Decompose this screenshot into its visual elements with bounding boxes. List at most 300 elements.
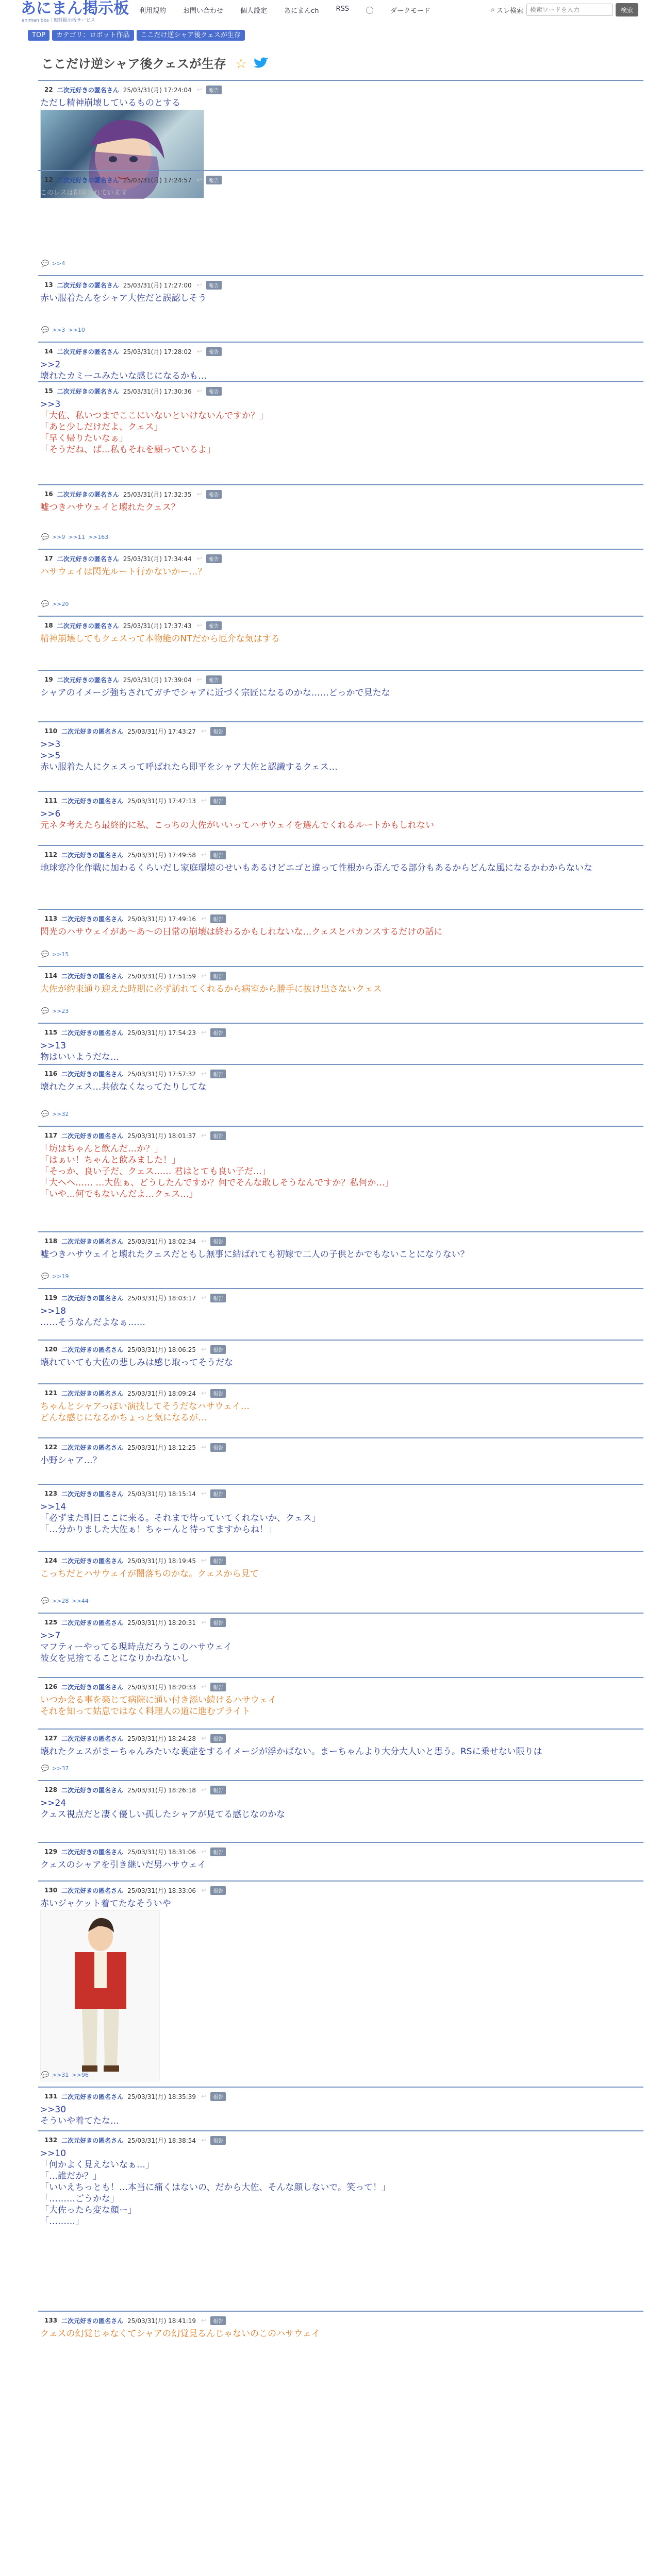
reply-icon[interactable]: ↩ [196,176,202,183]
report-button[interactable]: 報告 [206,176,222,184]
header-nav [139,5,464,15]
post-number[interactable]: 15 [44,387,53,395]
anchor-link[interactable]: >>3 [40,399,61,410]
post-date: 25/03/31(月) 17:24:04 [123,86,192,94]
post [38,275,643,333]
post-header [44,1292,643,1303]
reply-ref-link[interactable]: >>23 [52,1007,69,1014]
dark-mode-label: ダークモード [390,7,431,15]
speech-bubble-icon: 💬 [41,951,49,958]
post-body [40,1249,643,1260]
reply-icon[interactable]: ↩ [196,281,202,289]
report-button[interactable]: 報告 [210,1070,226,1078]
report-button[interactable]: 報告 [210,727,226,736]
report-button[interactable]: 報告 [206,86,222,94]
reply-ref-link[interactable]: >>9 [52,533,65,540]
reply-ref-link[interactable]: >>163 [88,533,109,540]
post-text-line: 物はいいようだな… [40,1052,119,1062]
post-number[interactable]: 114 [44,972,58,979]
report-button[interactable]: 報告 [206,675,222,684]
reply-ref-link[interactable]: >>32 [52,1110,69,1117]
report-button[interactable]: 報告 [210,1294,226,1302]
post-date: 25/03/31(月) 18:35:39 [127,2093,196,2100]
post-header [44,1885,643,1896]
post-date: 25/03/31(月) 17:24:57 [123,176,192,184]
post-text-line: 「いや…何でもないんだよ…クェス…」 [40,1189,198,1199]
reply-icon[interactable]: ↩ [201,1619,207,1626]
report-button[interactable]: 報告 [206,281,222,290]
reply-icon[interactable]: ↩ [201,1444,207,1451]
post-text-line: 壊れたクェス…共依なくなってたりしてな [40,1082,207,1092]
post-body [40,2328,643,2340]
post-number[interactable]: 117 [44,1132,58,1139]
post-number[interactable]: 123 [44,1490,58,1497]
post-body [40,1746,643,1757]
post-text-line: 大佐が約束通り迎えた時期に必ず訪れてくれるから病室から勝手に抜け出さないクェス [40,984,382,994]
reply-refs [41,260,68,267]
report-button[interactable]: 報告 [210,1786,226,1794]
reply-ref-link[interactable]: >>10 [68,326,85,333]
post-text-line: 精神崩壊してもクェスって本物能のNTだから厄介な気はする [40,634,280,644]
post-date: 25/03/31(月) 17:28:02 [123,348,192,355]
post-number[interactable]: 129 [44,1848,58,1855]
post-date: 25/03/31(月) 17:57:32 [127,1070,196,1078]
post-date: 25/03/31(月) 18:15:14 [127,1490,196,1498]
post-number[interactable]: 116 [44,1070,58,1077]
reply-icon[interactable]: ↩ [201,1887,207,1894]
post-date: 25/03/31(月) 18:20:31 [127,1619,196,1626]
post [38,170,643,267]
post-text-line: 壊れたクェスがまーちゃんみたいな裏症をするイメージが浮かばない。まーちゃんより大分大人いと思う。RSに乗せない限りは [40,1747,542,1757]
post-number[interactable]: 118 [44,1238,58,1245]
post-author: 二次元好きの匿名さん [57,490,119,498]
post-author: 二次元好きの匿名さん [61,972,124,980]
post-text-line: 「…誰だか？」 [40,2171,102,2181]
reply-icon[interactable]: ↩ [196,622,202,629]
post-date: 25/03/31(月) 17:30:36 [123,387,192,395]
post-number[interactable]: 115 [44,1029,58,1036]
post-text-line: このレスは削除されています [40,189,127,197]
post-author: 二次元好きの匿名さん [57,176,119,184]
report-button[interactable]: 報告 [210,914,226,923]
speech-bubble-icon: 💬 [41,326,49,333]
report-button[interactable]: 報告 [210,1489,226,1498]
report-button[interactable]: 報告 [210,1345,226,1354]
reply-icon[interactable]: ↩ [201,1132,207,1139]
reply-ref-link[interactable]: >>37 [52,1765,69,1772]
post-text-line: 「…分かりました大佐ぁ！ちゃーんと待ってますからね！」 [40,1524,277,1535]
nav-animanch[interactable]: あにまんch [284,7,319,15]
post [38,1126,643,1200]
reply-ref-link[interactable]: >>3 [52,326,65,333]
post-text-line: それを知って姑息ではなく料理人の道に進むブライト [40,1706,251,1717]
post-author: 二次元好きの匿名さん [61,851,124,859]
reply-icon[interactable]: ↩ [201,1557,207,1564]
post-date: 25/03/31(月) 17:43:27 [127,727,196,735]
report-button[interactable]: 報告 [210,796,226,805]
speech-bubble-icon: 💬 [41,600,49,607]
reply-icon[interactable]: ↩ [196,348,202,355]
post-image[interactable] [40,1910,160,2081]
report-button[interactable]: 報告 [206,490,222,499]
report-button[interactable]: 報告 [210,1556,226,1565]
post-text-line: 「………ごうかな」 [40,2194,119,2204]
anchor-link[interactable]: >>24 [40,1798,67,1808]
reply-icon[interactable]: ↩ [201,1848,207,1855]
speech-bubble-icon: 💬 [41,1597,49,1604]
twitter-icon[interactable] [254,57,268,72]
post-author: 二次元好きの匿名さん [57,86,119,94]
post-date: 25/03/31(月) 17:37:43 [123,622,192,630]
report-button[interactable]: 報告 [210,1886,226,1895]
post-date: 25/03/31(月) 18:03:17 [127,1294,196,1302]
post-header [44,970,643,981]
anchor-link[interactable]: >>2 [40,360,61,370]
post-number[interactable]: 125 [44,1619,58,1626]
report-button[interactable]: 報告 [210,1848,226,1856]
post-header [44,385,643,397]
post [38,909,643,958]
post [38,1484,643,1535]
reply-ref-link[interactable]: >>31 [52,2071,69,2078]
post [38,1551,643,1604]
reply-ref-link[interactable]: >>4 [52,260,65,267]
post-date: 25/03/31(月) 18:26:18 [127,1786,196,1794]
reply-ref-link[interactable]: >>20 [52,600,69,607]
search-button[interactable]: 検索 [616,3,638,16]
report-button[interactable]: 報告 [206,554,222,563]
post-date: 25/03/31(月) 17:47:13 [127,797,196,805]
post-body [40,739,643,773]
post-header [44,1068,643,1079]
post-text-line: 「必ずまた明日ここに来る。それまで待っていてくれないか、クェス」 [40,1513,321,1523]
report-button[interactable]: 報告 [210,1389,226,1398]
post [38,1064,643,1117]
post-body [40,1081,643,1093]
anchor-link[interactable]: >>14 [40,1502,67,1512]
reply-icon[interactable]: ↩ [201,1683,207,1690]
reply-refs [41,1273,72,1280]
reply-icon[interactable]: ↩ [201,727,207,735]
post-header [44,1488,643,1499]
reply-icon[interactable]: ↩ [201,972,207,979]
reply-icon[interactable]: ↩ [201,1294,207,1301]
post-body [40,188,643,199]
reply-icon[interactable]: ↩ [201,1490,207,1497]
favorite-star-icon[interactable]: ☆ [235,56,247,72]
post-number[interactable]: 124 [44,1557,58,1564]
post-text-line: どんな感じになるかちょっと気になるが… [40,1413,207,1423]
anchor-link[interactable]: >>13 [40,1041,67,1051]
post-number[interactable]: 16 [44,490,53,498]
reply-icon[interactable]: ↩ [201,851,207,858]
post-author: 二次元好きの匿名さん [61,1848,124,1856]
report-button[interactable]: 報告 [206,387,222,396]
report-button[interactable]: 報告 [210,1237,226,1246]
post-number[interactable]: 14 [44,348,53,355]
post-date: 25/03/31(月) 18:02:34 [127,1238,196,1245]
report-button[interactable]: 報告 [206,621,222,630]
report-button[interactable]: 報告 [210,1683,226,1691]
post-author: 二次元好きの匿名さん [57,622,119,630]
post-header [44,1027,643,1038]
post-date: 25/03/31(月) 18:19:45 [127,1557,196,1565]
reply-icon[interactable]: ↩ [201,1389,207,1397]
post-date: 25/03/31(月) 18:33:06 [127,1887,196,1894]
reply-refs [41,2071,92,2078]
post-body [40,1568,643,1580]
post-body [40,566,643,578]
reply-ref-link[interactable]: >>96 [72,2071,89,2078]
post-number[interactable]: 132 [44,2137,58,2144]
reply-icon[interactable]: ↩ [196,387,202,395]
post-author: 二次元好きの匿名さん [61,2317,124,2325]
report-button[interactable]: 報告 [210,1618,226,1627]
post-number[interactable]: 126 [44,1683,58,1690]
post-author: 二次元好きの匿名さん [61,1132,124,1140]
post-number[interactable]: 120 [44,1346,58,1353]
post-header [44,2134,643,2146]
post-number[interactable]: 122 [44,1444,58,1451]
dark-mode-toggle[interactable] [366,5,447,15]
post-body [40,1401,643,1423]
post-text-line: 「いいえちっとも！…本当に痛くはないの、だから大佐、そんな顔しないで。笑って！」 [40,2182,390,2193]
reply-refs [41,1110,72,1117]
post-number[interactable]: 133 [44,2317,58,2324]
site-logo[interactable]: あにまん掲示板 [21,0,129,18]
report-button[interactable]: 報告 [210,2316,226,2325]
post-body [40,1501,643,1535]
post [38,2311,643,2340]
post-author: 二次元好きの匿名さん [61,1619,124,1626]
post [38,1437,643,1466]
post-body [40,687,643,699]
post-text-line: いつか会る事を楽じて病院に通い付き添い続けるハサウェイ [40,1695,277,1705]
post-number[interactable]: 22 [44,86,53,93]
post [38,1023,643,1063]
reply-icon[interactable]: ↩ [201,1029,207,1036]
anchor-link[interactable]: >>3 [40,739,61,750]
post-header [44,84,643,95]
reply-icon[interactable]: ↩ [196,86,202,93]
post-header [44,1555,643,1566]
post-date: 25/03/31(月) 18:41:19 [127,2317,196,2325]
post-body [40,1798,643,1820]
post-body [40,1630,643,1664]
post-header [44,795,643,806]
anchor-link[interactable]: >>18 [40,1306,67,1316]
post-text-line: 赤いジャケット着てたなそういや [40,1899,171,1909]
post-author: 二次元好きの匿名さん [61,915,124,923]
post-text-line: 閃光のハサウェイがあ〜あ〜の日常の崩壊は終わるかもしれないな…クェスとパカンスするだけの話に [40,927,443,937]
speech-bubble-icon: 💬 [41,1765,49,1772]
post-text-line: ただし精神崩壊しているものとする [40,98,180,108]
post-date: 25/03/31(月) 17:54:23 [127,1029,196,1037]
post-number[interactable]: 119 [44,1294,58,1301]
reply-refs [41,1765,72,1772]
breadcrumb-item[interactable]: TOP [28,30,49,41]
reply-icon[interactable]: ↩ [201,2093,207,2100]
post-header [44,725,643,737]
post-date: 25/03/31(月) 18:20:33 [127,1683,196,1691]
post [38,342,643,382]
post-number[interactable]: 127 [44,1735,58,1742]
post-header [44,346,643,357]
anchor-link[interactable]: >>30 [40,2105,67,2115]
post-text-line: 「何かよく見えないなぁ…」 [40,2160,154,2170]
nav-terms[interactable]: 利用規約 [139,7,167,15]
post-author: 二次元好きの匿名さん [61,727,124,735]
anchor-link[interactable]: >>5 [40,751,61,761]
post-header [44,553,643,564]
post-text-line: クェスの幻覚じゃなくてシャアの幻覚見るんじゃないのこのハサウェイ [40,2329,320,2339]
search-icon: ⌕ [491,6,495,14]
post-number[interactable]: 18 [44,622,53,629]
report-button[interactable]: 報告 [206,347,222,356]
post-number[interactable]: 110 [44,727,58,735]
report-button[interactable]: 報告 [210,1131,226,1140]
post-header [44,1130,643,1141]
reply-icon[interactable]: ↩ [201,2317,207,2324]
nav-rss[interactable]: RSS [336,5,349,13]
reply-icon[interactable]: ↩ [201,2137,207,2144]
post-text-line: 嘘つきハサウェイと壊れたクェスだともし無事に結ばれても初嫁で二人の子供とかでもないことになりない？ [40,1249,469,1260]
post-author: 二次元好きの匿名さん [61,1029,124,1037]
post-author: 二次元好きの匿名さん [61,1887,124,1894]
anchor-link[interactable]: >>7 [40,1631,61,1641]
post-number[interactable]: 19 [44,676,53,683]
post-author: 二次元好きの匿名さん [61,1294,124,1302]
reply-icon[interactable]: ↩ [201,1238,207,1245]
post-number[interactable]: 111 [44,797,58,804]
post-header [44,1733,643,1744]
reply-ref-link[interactable]: >>11 [68,533,85,540]
post-author: 二次元好きの匿名さん [61,1444,124,1451]
post-body [40,2104,643,2127]
post-number[interactable]: 13 [44,281,53,289]
reply-icon[interactable]: ↩ [196,555,202,562]
post-body [40,1455,643,1466]
post-header [44,488,643,500]
breadcrumb-item[interactable]: カテゴリ：ロボット作品 [52,30,134,41]
nav-contact[interactable]: お問い合わせ [183,7,224,15]
post-text-line: 壊れていても大佐の悲しみは感じ取ってそうだな [40,1358,233,1368]
reply-icon[interactable]: ↩ [201,1735,207,1742]
post-text-line: 「そうだね、ぱ…私もそれを願っているよ」 [40,445,216,455]
reply-icon[interactable]: ↩ [196,490,202,498]
post-number[interactable]: 128 [44,1786,58,1793]
reply-icon[interactable]: ↩ [201,1786,207,1793]
report-button[interactable]: 報告 [210,1028,226,1037]
reply-ref-link[interactable]: >>19 [52,1273,69,1280]
reply-icon[interactable]: ↩ [201,797,207,804]
reply-icon[interactable]: ↩ [201,915,207,922]
post-author: 二次元好きの匿名さん [61,1786,124,1794]
post [38,721,643,773]
post [38,966,643,1014]
post-text-line: マフティーやってる現時点だろうこのハサウェイ [40,1642,232,1652]
post [38,1728,643,1772]
breadcrumb-item[interactable]: ここだけ逆シャア後クェスが生存 [137,30,245,41]
post [38,80,643,109]
post-author: 二次元好きの匿名さん [57,555,119,563]
post-text-line: 赤い服着た人にクェスって呼ばれたら即平をシャア大佐と認識するクェス… [40,762,338,772]
post-number[interactable]: 131 [44,2093,58,2100]
toggle-icon[interactable] [366,7,373,14]
post-author: 二次元好きの匿名さん [57,281,119,289]
report-button[interactable]: 報告 [210,851,226,859]
post-text-line: 「そっか、良い子だ、クェス…… 君はとても良い子だ…」 [40,1166,271,1177]
post-text-line: 嘘つきハサウェイと壊れたクェス？ [40,502,180,513]
report-button[interactable]: 報告 [210,1443,226,1452]
post-header [44,674,643,685]
post [38,616,643,645]
post [38,1780,643,1820]
post-date: 25/03/31(月) 18:24:28 [127,1735,196,1742]
post-header [44,1235,643,1247]
post-date: 25/03/31(月) 17:34:44 [123,555,192,563]
post-header [44,1784,643,1795]
post-number[interactable]: 130 [44,1887,58,1894]
post-body [40,2148,643,2227]
speech-bubble-icon: 💬 [41,1007,49,1014]
post-author: 二次元好きの匿名さん [61,1346,124,1353]
report-button[interactable]: 報告 [210,2136,226,2145]
post-header [44,2091,643,2102]
report-button[interactable]: 報告 [210,972,226,980]
post-date: 25/03/31(月) 17:49:58 [127,851,196,859]
reply-ref-link[interactable]: >>15 [52,951,69,958]
reply-ref-link[interactable]: >>44 [72,1597,89,1604]
search-box [491,3,638,16]
post-author: 二次元好きの匿名さん [61,1557,124,1565]
post-text-line: 壊れたカミーユみたいな感じになるかも… [40,371,207,381]
report-button[interactable]: 報告 [210,2092,226,2101]
post-number[interactable]: 113 [44,915,58,922]
nav-settings[interactable]: 個人設定 [240,7,268,15]
post-text-line: シャアのイメージ強ちされてガチでシャアに近づく宗匠になるのかな……どっかで見たな [40,688,390,698]
post-number[interactable]: 17 [44,555,53,562]
reply-refs [41,1597,92,1604]
post-body [40,633,643,645]
post-body [40,293,643,304]
site-logo-sub: animan bbs｜無料掲示板サービス [22,18,95,23]
post [38,549,643,607]
post-text-line: 元ネタ考えたら最終的に私、こっちの大佐がいいってハサウェイを選んでくれるルートかもしれない [40,820,434,831]
post-author: 二次元好きの匿名さん [61,1683,124,1691]
reply-ref-link[interactable]: >>28 [52,1597,69,1604]
post-number[interactable]: 12 [44,176,53,183]
reply-icon[interactable]: ↩ [201,1346,207,1353]
post-text-line: 地球寒冷化作戦に加わるくらいだし家庭環境のせいもあるけどエゴと違って性根から歪んでる部分もあるからどんな風になるかわからないな [40,863,592,873]
post-date: 25/03/31(月) 18:09:24 [127,1389,196,1397]
report-button[interactable]: 報告 [210,1734,226,1743]
anchor-link[interactable]: >>6 [40,809,61,819]
search-input[interactable] [526,4,613,16]
post-author: 二次元好きの匿名さん [61,2137,124,2144]
anchor-link[interactable]: >>10 [40,2148,67,2159]
post-body [40,926,643,938]
post-number[interactable]: 112 [44,851,58,858]
reply-icon[interactable]: ↩ [196,676,202,683]
post-body [40,1143,643,1200]
post-author: 二次元好きの匿名さん [61,1389,124,1397]
reply-icon[interactable]: ↩ [201,1070,207,1077]
post-date: 25/03/31(月) 18:31:06 [127,1848,196,1856]
post-header [44,1681,643,1692]
speech-bubble-icon: 💬 [41,260,49,267]
post-number[interactable]: 121 [44,1389,58,1397]
